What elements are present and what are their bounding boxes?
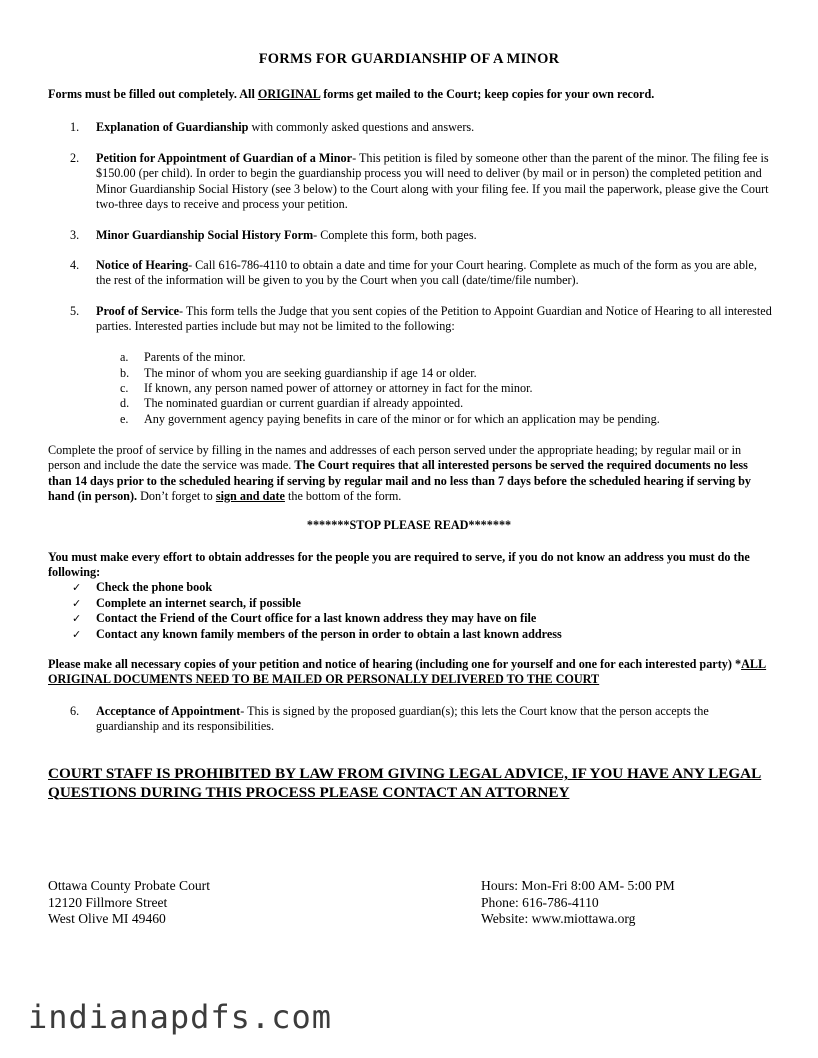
sublist-text: Any government agency paying benefits in care of the minor or for which an application may be pending. (144, 412, 660, 426)
proof-of-service-paragraph (48, 443, 772, 504)
address-line: Ottawa County Probate Court (48, 878, 210, 893)
item-heading: Explanation of Guardianship (96, 120, 249, 134)
checklist-text: Contact the Friend of the Court office for a last known address they may have on file (96, 611, 537, 625)
item-text: - Call 616-786-4110 to obtain a date and time for your Court hearing. Complete as much of the form as you are able, the rest of the information will be given to you by the Court when you call (date/time/file number). (96, 258, 757, 288)
intro-underlined: ORIGINAL (257, 87, 321, 101)
checklist-text: Complete an internet search, if possible (96, 596, 301, 610)
sublist-item-b (120, 366, 778, 381)
stop-please-read: *******STOP PLEASE READ******* (306, 518, 512, 532)
phone-number: Phone: 616-786-4110 (481, 894, 599, 910)
paragraph-text: the bottom of the form. (284, 488, 402, 503)
sublist-text: The nominated guardian or current guardian if already appointed. (144, 396, 464, 410)
item-heading: Notice of Hearing (96, 258, 189, 272)
checklist-text: Check the phone book (96, 580, 213, 594)
sublist-item-d (120, 396, 778, 411)
legal-advice-warning: COURT STAFF IS PROHIBITED BY LAW FROM GIVING LEGAL ADVICE, IF YOU HAVE ANY LEGAL QUESTIONS DURING THIS PROCESS PLEASE CONTACT AN ATTORNEY (48, 765, 762, 801)
checklist-text: Contact any known family members of the person in order to obtain a last known address (96, 627, 562, 641)
list-item-1 (70, 120, 774, 135)
item-number: 2. (70, 151, 80, 165)
item-text: - Complete this form, both pages. (313, 228, 477, 242)
item-text: - This is signed by the proposed guardian(s); this lets the Court know that the person accepts the guardianship and its responsibilities. (96, 704, 709, 734)
item-number: 1. (70, 120, 80, 134)
sublist-text: If known, any person named power of attorney or attorney in fact for the minor. (144, 381, 533, 395)
sign-and-date-emphasis: sign and date (215, 488, 285, 503)
checkmark-icon: ✓ (72, 597, 82, 610)
intro-text: Forms must be filled out completely. All (48, 87, 258, 101)
address-line: West Olive MI 49460 (48, 911, 166, 926)
list-item-2 (70, 151, 774, 212)
copies-note-underlined: ALL ORIGINAL DOCUMENTS NEED TO BE MAILED OR PERSONALLY DELIVERED TO THE COURT (48, 657, 767, 687)
checklist-item (72, 580, 778, 595)
list-item-3 (70, 228, 774, 243)
address-line: 12120 Fillmore Street (48, 894, 168, 910)
sublist-item-c (120, 381, 778, 396)
list-item-4 (70, 258, 774, 289)
watermark: indianapdfs.com (28, 998, 332, 1036)
checkmark-icon: ✓ (72, 581, 82, 594)
checklist-item (72, 596, 778, 611)
copies-note (48, 657, 772, 688)
sublist-text: Parents of the minor. (144, 350, 246, 364)
checklist-item (72, 627, 778, 642)
website: Website: www.miottawa.org (481, 911, 636, 926)
sublist-item-e (120, 412, 778, 427)
sublist-item-a (120, 350, 778, 365)
checkmark-icon: ✓ (72, 628, 82, 641)
sublist-letter: b. (120, 366, 130, 380)
item-text: - This form tells the Judge that you sent copies of the Petition to Appoint Guardian and Notice of Hearing to all interested parties. Interested parties include but may not be limited to the following: (96, 304, 772, 334)
paragraph-bold-requirement: The Court requires that all interested persons be served the required documents no less than 14 days prior to the scheduled hearing if serving by regular mail and no less than 7 days before the scheduled hearing if serving by hand (in person). (48, 458, 751, 503)
sublist-letter: c. (120, 381, 129, 395)
court-address (48, 878, 210, 928)
intro-text-end: forms get mailed to the Court; keep copies for your own record. (320, 87, 655, 101)
intro-instructions (48, 87, 778, 102)
paragraph-text: Complete the proof of service by filling in the names and addresses of each person served under the appropriate heading; by regular mail or in person and include the date the service was made. (48, 443, 742, 473)
list-item-6 (70, 704, 774, 735)
sublist-letter: d. (120, 396, 130, 410)
item-number: 3. (70, 228, 80, 242)
sublist-text: The minor of whom you are seeking guardianship if age 14 or older. (144, 366, 477, 380)
item-heading: Minor Guardianship Social History Form (96, 228, 314, 242)
copies-note-text: Please make all necessary copies of your petition and notice of hearing (including one for yourself and one for each interested party) * (48, 657, 742, 671)
court-contact (481, 878, 675, 928)
checklist-item (72, 611, 778, 626)
checkmark-icon: ✓ (72, 612, 82, 625)
list-item-5 (70, 304, 774, 335)
paragraph-text: Don’t forget to (137, 488, 216, 503)
sublist-letter: a. (120, 350, 129, 364)
office-hours: Hours: Mon-Fri 8:00 AM- 5:00 PM (481, 878, 675, 893)
item-heading: Acceptance of Appointment (96, 704, 241, 718)
page-title: FORMS FOR GUARDIANSHIP OF A MINOR (258, 51, 560, 67)
item-text: - This petition is filed by someone other than the parent of the minor. The filing fee is $150.00 (per child). In order to begin the guardianship process you will need to deliver (by mail or in person) the completed petition and Minor Guardianship Social History (see 3 below) to the Court along with your filing fee. If you mail the paperwork, please give the Court two-three days to receive and process your petition. (96, 151, 769, 211)
item-heading: Proof of Service (96, 304, 180, 318)
address-intro: You must make every effort to obtain addresses for the people you are required to serve, if you do not know an address you must do the following: (48, 550, 750, 580)
item-text: with commonly asked questions and answers. (248, 120, 475, 134)
item-number: 4. (70, 258, 80, 272)
sublist-letter: e. (120, 412, 129, 426)
item-number: 5. (70, 304, 80, 318)
item-heading: Petition for Appointment of Guardian of a Minor (96, 151, 353, 165)
item-number: 6. (70, 704, 80, 718)
